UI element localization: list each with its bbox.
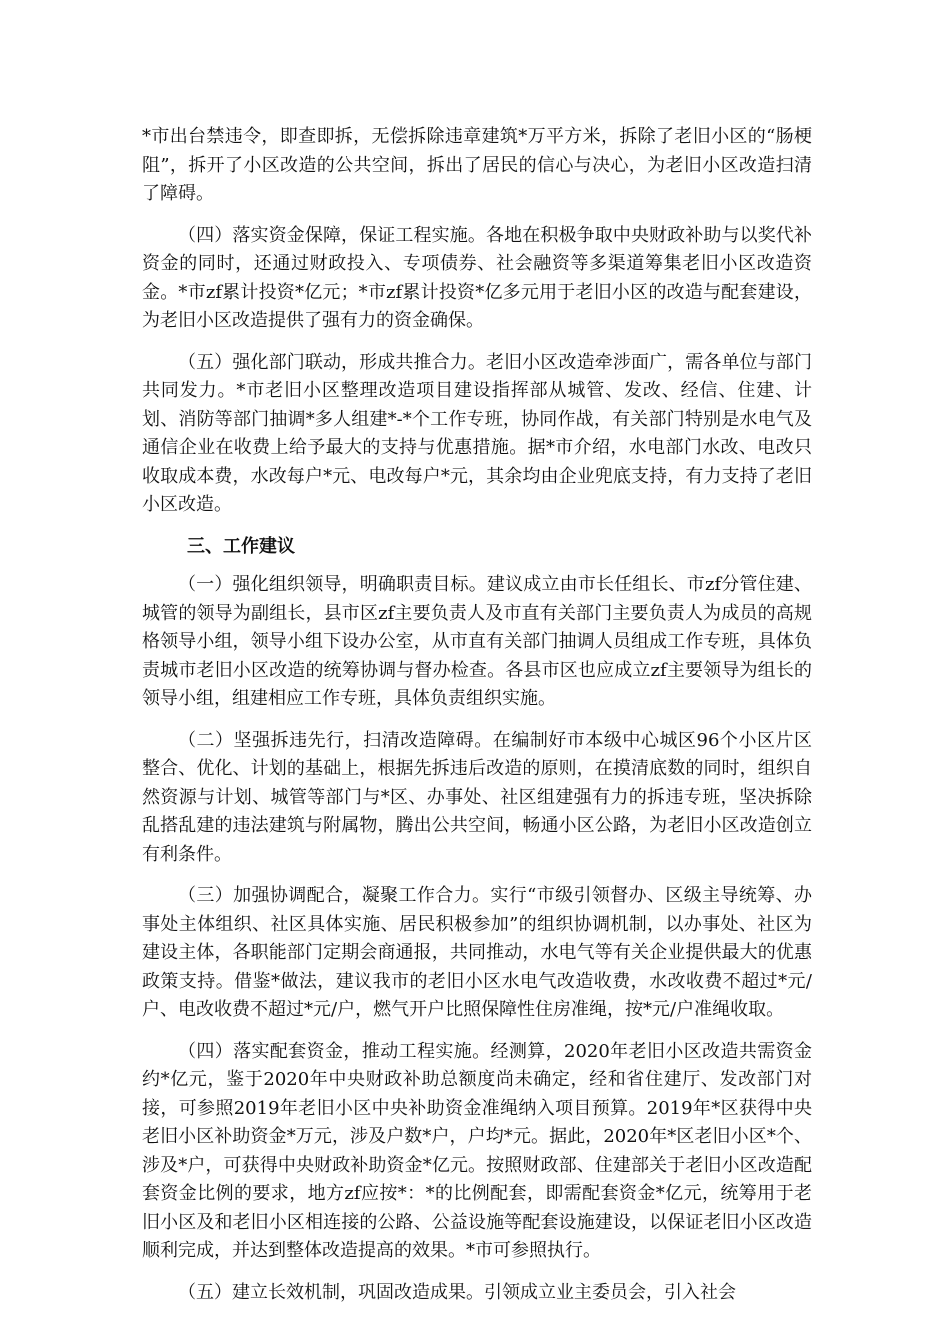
section-heading-work-suggestions: 三、工作建议	[187, 535, 295, 557]
paragraph-long-term-mechanism: （五）建立长效机制，巩固改造成果。引领成立业主委员会，引入社会	[178, 1281, 736, 1303]
paragraph-organization-leadership: （一）强化组织领导，明确职责目标。建议成立由市长任组长、市zf分管住建、城管的领导为副组长，县市区zf主要负责人及市直有关部门主要负责人为成员的高规格领导小组，领导小组下设办公室，从市直有关部门抽调人员组成工作专班，具体负责城市老旧小区改造的统筹协调与督办检查。各县市区也应成立zf主要领导为组长的领导小组，组建相应工作专班，具体负责组织实施。	[142, 574, 812, 709]
paragraph-supporting-funds: （四）落实配套资金，推动工程实施。经测算，2020年老旧小区改造共需资金约*亿元，鉴于2020年中央财政补助总额度尚未确定，经和省住建厅、发改部门对接，可参照2019年老旧小区中央补助资金准绳纳入项目预算。2019年*区获得中央老旧小区补助资金*万元，涉及户数*户，户均*元。据此，2020年*区老旧小区*个、涉及*户，可获得中央财政补助资金*亿元。按照财政部、住建部关于老旧小区改造配套资金比例的要求，地方zf应按*：*的比例配套，即需配套资金*亿元，统筹用于老旧小区及和老旧小区相连接的公路、公益设施等配套设施建设，以保证老旧小区改造顺利完成，并达到整体改造提高的效果。*市可参照执行。	[142, 1040, 812, 1261]
paragraph-department-linkage: （五）强化部门联动，形成共推合力。老旧小区改造牵涉面广，需各单位与部门共同发力。*市老旧小区整理改造项目建设指挥部从城管、发改、经信、住建、计划、消防等部门抽调*多人组建*-*个工作专班，协同作战，有关部门特别是水电气及通信企业在收费上给予最大的支持与优惠措施。据*市介绍，水电部门水改、电改只收取成本费，水改每户*元、电改每户*元，其余均由企业兜底支持，有力支持了老旧小区改造。	[142, 351, 812, 515]
paragraph-coordination: （三）加强协调配合，凝聚工作合力。实行“市级引领督办、区级主导统筹、办事处主体组织、社区具体实施、居民积极参加”的组织协调机制，以办事处、社区为建设主体，各职能部门定期会商通报，共同推动，水电气等有关企业提供最大的优惠政策支持。借鉴*做法，建议我市的老旧小区水电气改造收费，水改收费不超过*元/户、电改收费不超过*元/户，燃气开户比照保障性住房准绳，按*元/户准绳收取。	[142, 885, 812, 1020]
paragraph-funding-guarantee: （四）落实资金保障，保证工程实施。各地在积极争取中央财政补助与以奖代补资金的同时，还通过财政投入、专项债券、社会融资等多渠道筹集老旧小区改造资金。*市zf累计投资*亿元；*市zf累计投资*亿多元用于老旧小区的改造与配套建设，为老旧小区改造提供了强有力的资金确保。	[142, 224, 812, 331]
paragraph-demolition-first: （二）坚强拆违先行，扫清改造障碍。在编制好市本级中心城区96个小区片区整合、优化、计划的基础上，根据先拆违后改造的原则，在摸清底数的同时，组织自然资源与计划、城管等部门与*区、办事处、社区组建强有力的拆违专班，坚决拆除乱搭乱建的违法建筑与附属物，腾出公共空间，畅通小区公路，为老旧小区改造创立有利条件。	[142, 729, 812, 865]
paragraph-continuation: *市出台禁违令，即查即拆，无偿拆除违章建筑*万平方米，拆除了老旧小区的“肠梗阻”，拆开了小区改造的公共空间，拆出了居民的信心与决心，为老旧小区改造扫清了障碍。	[142, 126, 812, 204]
document-page	[142, 123, 812, 1320]
